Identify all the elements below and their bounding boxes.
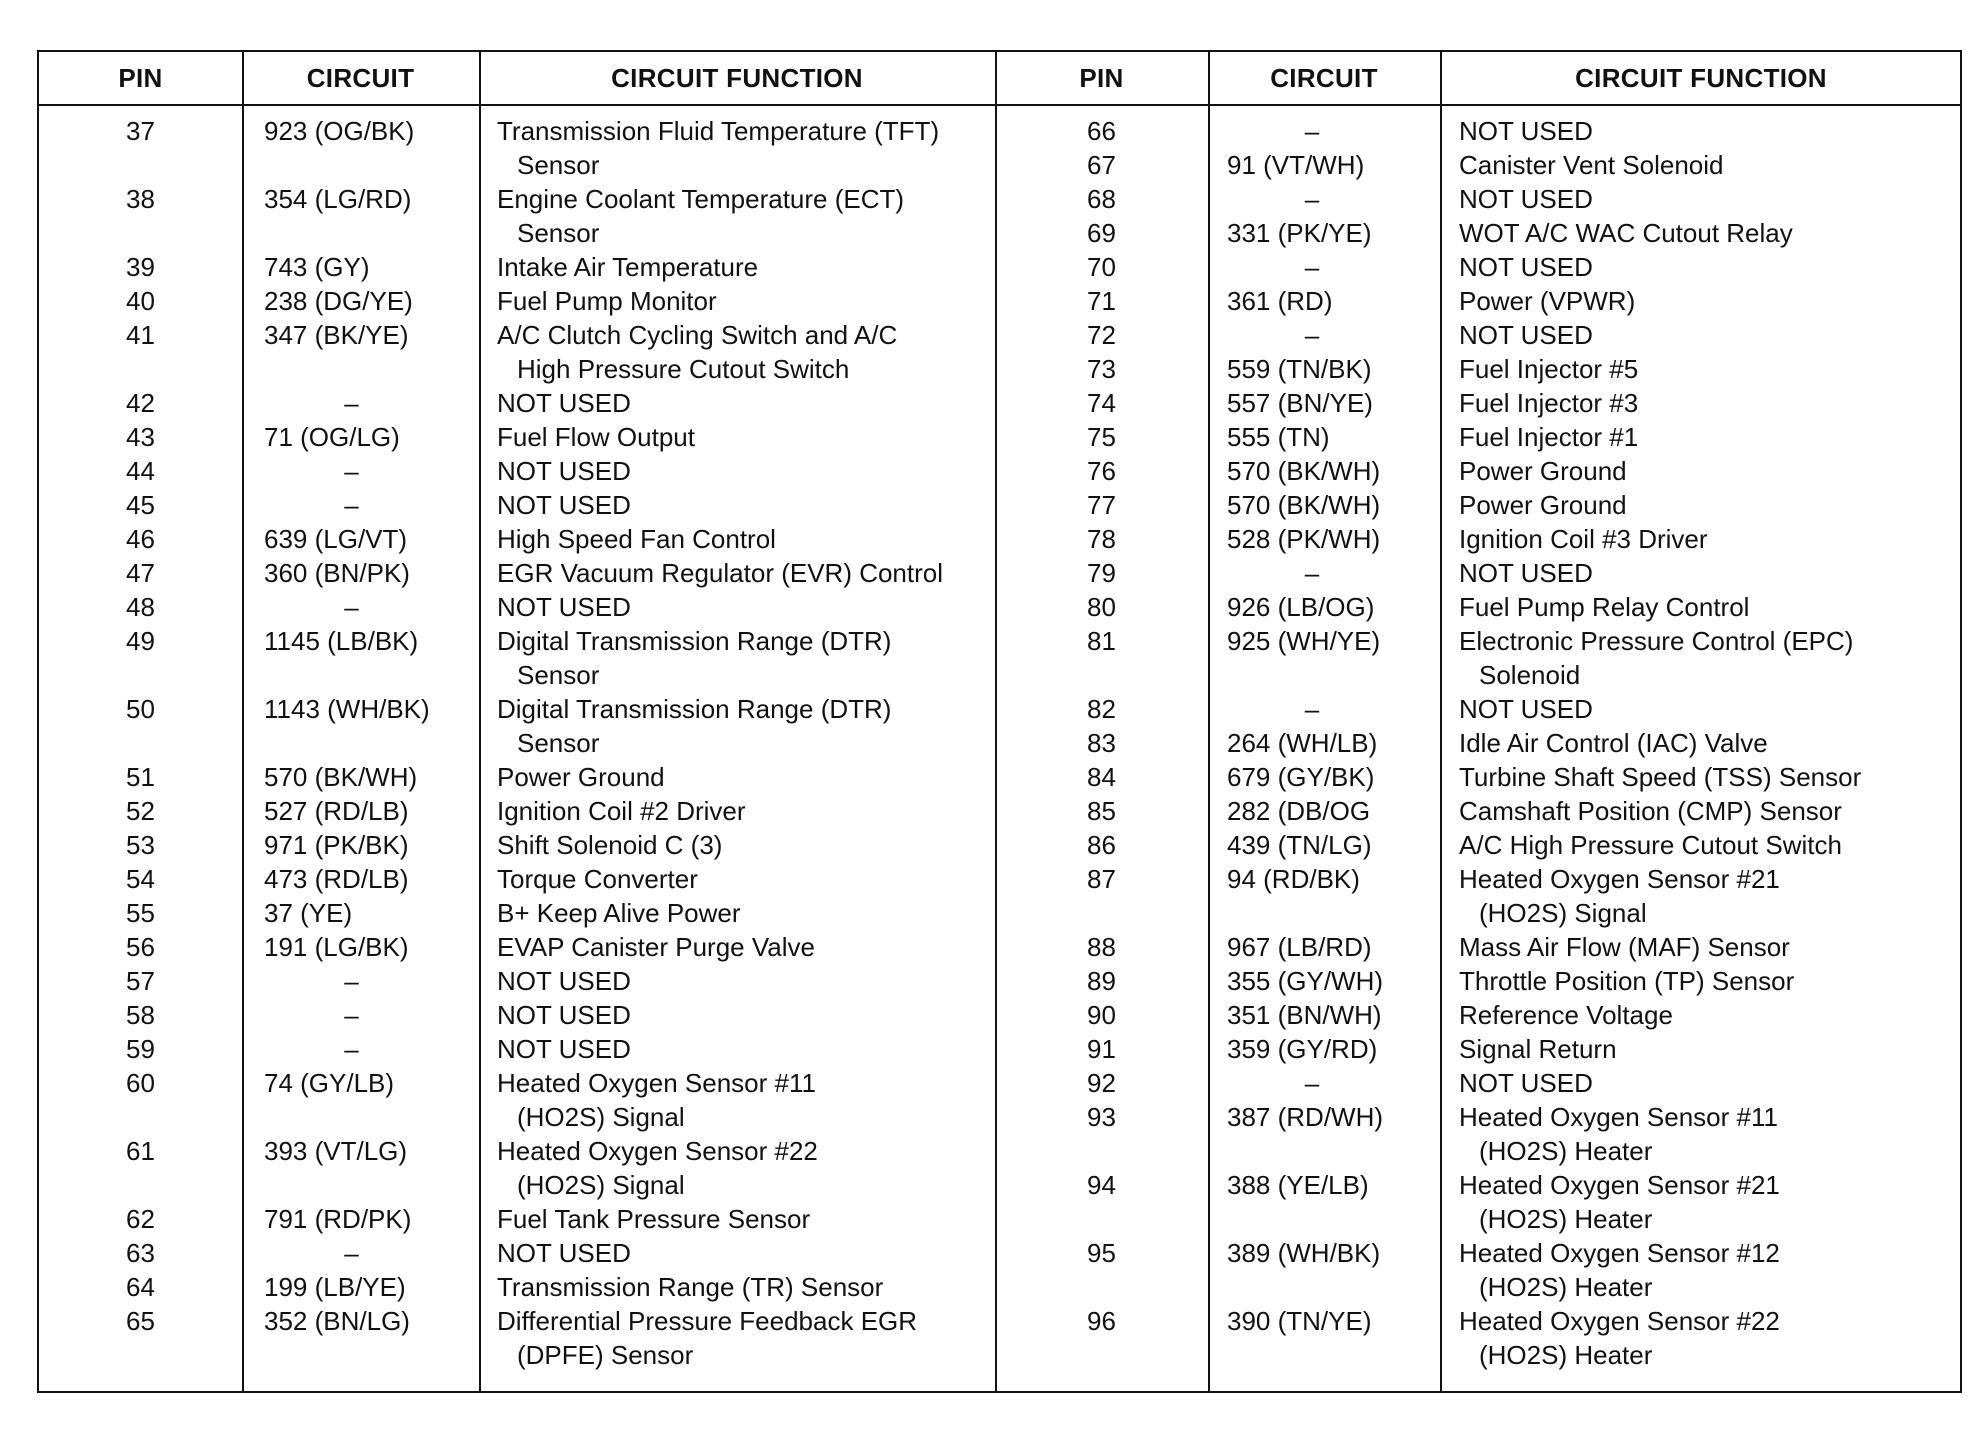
pin-number: 76 — [1087, 456, 1116, 486]
function-line: Camshaft Position (CMP) Sensor — [1459, 796, 1842, 826]
circuit-code: 191 (LG/BK) — [264, 932, 409, 962]
function-line: Intake Air Temperature — [497, 252, 759, 282]
function-line: Torque Converter — [497, 864, 698, 894]
pin-number: 48 — [126, 592, 155, 622]
pin-number: 84 — [1087, 762, 1116, 792]
circuit-code: 264 (WH/LB) — [1227, 728, 1378, 758]
pin-number: 43 — [126, 422, 155, 452]
pin-number: 57 — [126, 966, 155, 996]
circuit-code: 355 (GY/WH) — [1227, 966, 1384, 996]
circuit-code: 557 (BN/YE) — [1227, 388, 1373, 418]
pin-number: 60 — [126, 1068, 155, 1098]
function-line: Heated Oxygen Sensor #22 — [497, 1136, 818, 1166]
circuit-function — [1459, 1236, 1959, 1304]
circuit-code: 282 (DB/OG — [1227, 796, 1371, 826]
circuit-function — [1459, 182, 1959, 216]
function-line-continued: (HO2S) Heater — [1479, 1272, 1653, 1302]
circuit-code: – — [1304, 116, 1320, 146]
circuit-code: 570 (BK/WH) — [1227, 490, 1381, 520]
circuit-function — [1459, 998, 1959, 1032]
function-line: Mass Air Flow (MAF) Sensor — [1459, 932, 1790, 962]
circuit-function — [497, 862, 987, 896]
pin-number: 63 — [126, 1238, 155, 1268]
circuit-function — [1459, 930, 1959, 964]
circuit-function — [497, 1304, 987, 1372]
circuit-code: 37 (YE) — [264, 898, 353, 928]
pin-number: 64 — [126, 1272, 155, 1302]
circuit-code: 393 (VT/LG) — [264, 1136, 408, 1166]
pinout-table — [37, 50, 1962, 1393]
circuit-function — [497, 1202, 987, 1236]
pin-number: 40 — [126, 286, 155, 316]
function-line: NOT USED — [497, 388, 631, 418]
function-line-continued: (HO2S) Signal — [1479, 898, 1647, 928]
circuit-code: 352 (BN/LG) — [264, 1306, 410, 1336]
circuit-function — [1459, 624, 1959, 692]
function-line: Fuel Tank Pressure Sensor — [497, 1204, 811, 1234]
function-line-continued: (HO2S) Signal — [517, 1170, 685, 1200]
circuit-function — [497, 556, 987, 590]
circuit-function — [1459, 590, 1959, 624]
circuit-code: 359 (GY/RD) — [1227, 1034, 1378, 1064]
circuit-code: 351 (BN/WH) — [1227, 1000, 1382, 1030]
function-line-continued: High Pressure Cutout Switch — [517, 354, 850, 384]
pin-number: 67 — [1087, 150, 1116, 180]
circuit-code: 1145 (LB/BK) — [264, 626, 419, 656]
circuit-code: 199 (LB/YE) — [264, 1272, 406, 1302]
circuit-function — [1459, 760, 1959, 794]
function-line: A/C High Pressure Cutout Switch — [1459, 830, 1842, 860]
pin-number: 87 — [1087, 864, 1116, 894]
function-line: Digital Transmission Range (DTR) — [497, 626, 892, 656]
pin-number: 93 — [1087, 1102, 1116, 1132]
pin-number: 80 — [1087, 592, 1116, 622]
function-line: Heated Oxygen Sensor #21 — [1459, 864, 1780, 894]
function-line: Power Ground — [1459, 456, 1627, 486]
circuit-code: – — [1304, 320, 1320, 350]
pin-number: 96 — [1087, 1306, 1116, 1336]
header-function-left: CIRCUIT FUNCTION — [611, 63, 863, 93]
circuit-function — [1459, 488, 1959, 522]
pin-number: 95 — [1087, 1238, 1116, 1268]
circuit-code: – — [344, 456, 359, 486]
function-line-continued: Sensor — [517, 150, 600, 180]
pin-number: 46 — [126, 524, 155, 554]
circuit-function — [497, 1134, 987, 1202]
function-line: B+ Keep Alive Power — [497, 898, 741, 928]
pin-number: 49 — [126, 626, 155, 656]
function-line-continued: Sensor — [517, 218, 600, 248]
function-line-continued: Sensor — [517, 728, 600, 758]
circuit-code: 331 (PK/YE) — [1227, 218, 1372, 248]
circuit-code: – — [344, 1238, 359, 1268]
circuit-code: 389 (WH/BK) — [1227, 1238, 1381, 1268]
function-line: Power (VPWR) — [1459, 286, 1636, 316]
function-line: NOT USED — [497, 490, 631, 520]
pin-number: 77 — [1087, 490, 1116, 520]
pin-number: 62 — [126, 1204, 155, 1234]
function-line: Idle Air Control (IAC) Valve — [1459, 728, 1768, 758]
function-line: NOT USED — [1459, 1068, 1593, 1098]
circuit-function — [1459, 1100, 1959, 1168]
function-line: NOT USED — [497, 456, 631, 486]
circuit-function — [1459, 386, 1959, 420]
circuit-function — [497, 1236, 987, 1270]
circuit-function — [497, 488, 987, 522]
pin-number: 71 — [1087, 286, 1116, 316]
pin-number: 42 — [126, 388, 155, 418]
function-line-continued: (DPFE) Sensor — [517, 1340, 694, 1370]
circuit-function — [497, 828, 987, 862]
circuit-function — [497, 998, 987, 1032]
circuit-code: 238 (DG/YE) — [264, 286, 413, 316]
circuit-code: 360 (BN/PK) — [264, 558, 410, 588]
circuit-function — [497, 760, 987, 794]
circuit-function — [497, 794, 987, 828]
function-line-continued: (HO2S) Signal — [517, 1102, 685, 1132]
circuit-function — [1459, 352, 1959, 386]
circuit-code: – — [344, 490, 359, 520]
pin-number: 86 — [1087, 830, 1116, 860]
function-line: Throttle Position (TP) Sensor — [1459, 966, 1795, 996]
circuit-code: 71 (OG/LG) — [264, 422, 400, 452]
circuit-code: 923 (OG/BK) — [264, 116, 415, 146]
pin-number: 65 — [126, 1306, 155, 1336]
function-line: Heated Oxygen Sensor #11 — [1459, 1102, 1778, 1132]
circuit-code: 390 (TN/YE) — [1227, 1306, 1372, 1336]
function-line: Shift Solenoid C (3) — [497, 830, 723, 860]
circuit-function — [1459, 250, 1959, 284]
function-line: Signal Return — [1459, 1034, 1617, 1064]
pin-number: 92 — [1087, 1068, 1116, 1098]
circuit-code: 791 (RD/PK) — [264, 1204, 412, 1234]
circuit-code: 570 (BK/WH) — [264, 762, 418, 792]
function-line: NOT USED — [1459, 184, 1593, 214]
function-line: NOT USED — [1459, 116, 1593, 146]
circuit-code: – — [344, 592, 359, 622]
circuit-code: 91 (VT/WH) — [1227, 150, 1365, 180]
function-line: Heated Oxygen Sensor #11 — [497, 1068, 816, 1098]
header-pin-right: PIN — [1079, 63, 1124, 93]
circuit-function — [497, 420, 987, 454]
pin-number: 90 — [1087, 1000, 1116, 1030]
pin-number: 44 — [126, 456, 155, 486]
circuit-code: 94 (RD/BK) — [1227, 864, 1360, 894]
circuit-function — [1459, 522, 1959, 556]
circuit-code: 570 (BK/WH) — [1227, 456, 1381, 486]
circuit-code: 354 (LG/RD) — [264, 184, 412, 214]
circuit-function — [497, 318, 987, 386]
function-line: Fuel Injector #5 — [1459, 354, 1639, 384]
function-line: NOT USED — [497, 1034, 631, 1064]
header-pin-left: PIN — [118, 63, 163, 93]
pin-number: 68 — [1087, 184, 1116, 214]
function-line: Fuel Flow Output — [497, 422, 695, 452]
circuit-code: 387 (RD/WH) — [1227, 1102, 1384, 1132]
circuit-function — [1459, 794, 1959, 828]
circuit-function — [1459, 726, 1959, 760]
pin-number: 59 — [126, 1034, 155, 1064]
function-line: NOT USED — [1459, 252, 1593, 282]
pin-number: 91 — [1087, 1034, 1116, 1064]
function-line: Canister Vent Solenoid — [1459, 150, 1724, 180]
pin-number: 54 — [126, 864, 155, 894]
function-line: Power Ground — [1459, 490, 1627, 520]
pin-number: 55 — [126, 898, 155, 928]
circuit-code: 528 (PK/WH) — [1227, 524, 1381, 554]
pin-number: 89 — [1087, 966, 1116, 996]
function-line: NOT USED — [497, 966, 631, 996]
circuit-function — [1459, 964, 1959, 998]
function-line: NOT USED — [1459, 694, 1593, 724]
circuit-code: 361 (RD) — [1227, 286, 1333, 316]
circuit-code: 74 (GY/LB) — [264, 1068, 395, 1098]
circuit-function — [497, 1270, 987, 1304]
circuit-code: 473 (RD/LB) — [264, 864, 409, 894]
circuit-code: 1143 (WH/BK) — [264, 694, 430, 724]
circuit-function — [497, 250, 987, 284]
circuit-function — [1459, 454, 1959, 488]
pin-number: 75 — [1087, 422, 1116, 452]
pin-number: 37 — [126, 116, 155, 146]
function-line: Heated Oxygen Sensor #22 — [1459, 1306, 1780, 1336]
function-line: Digital Transmission Range (DTR) — [497, 694, 892, 724]
circuit-function — [1459, 420, 1959, 454]
function-line: Fuel Pump Relay Control — [1459, 592, 1750, 622]
function-line: Heated Oxygen Sensor #12 — [1459, 1238, 1780, 1268]
pin-number: 73 — [1087, 354, 1116, 384]
function-line-continued: Sensor — [517, 660, 600, 690]
circuit-code: 439 (TN/LG) — [1227, 830, 1372, 860]
circuit-function — [1459, 828, 1959, 862]
circuit-code: 559 (TN/BK) — [1227, 354, 1372, 384]
circuit-function — [1459, 318, 1959, 352]
pin-number: 72 — [1087, 320, 1116, 350]
circuit-code: 926 (LB/OG) — [1227, 592, 1375, 622]
function-line: NOT USED — [497, 1000, 631, 1030]
function-line: A/C Clutch Cycling Switch and A/C — [497, 320, 898, 350]
circuit-code: 743 (GY) — [264, 252, 370, 282]
pin-number: 94 — [1087, 1170, 1116, 1200]
pin-number: 39 — [126, 252, 155, 282]
circuit-code: 925 (WH/YE) — [1227, 626, 1381, 656]
column-divider — [242, 52, 244, 1391]
circuit-function — [1459, 692, 1959, 726]
circuit-code: 527 (RD/LB) — [264, 796, 409, 826]
function-line-continued: Solenoid — [1479, 660, 1581, 690]
function-line: Fuel Injector #1 — [1459, 422, 1639, 452]
pin-number: 41 — [126, 320, 155, 350]
circuit-function — [497, 692, 987, 760]
circuit-function — [497, 896, 987, 930]
function-line: Power Ground — [497, 762, 665, 792]
circuit-function — [1459, 114, 1959, 148]
circuit-code: – — [344, 1034, 359, 1064]
pin-number: 82 — [1087, 694, 1116, 724]
circuit-function — [497, 1032, 987, 1066]
circuit-function — [1459, 1168, 1959, 1236]
column-divider — [479, 52, 481, 1391]
pin-number: 50 — [126, 694, 155, 724]
circuit-function — [497, 114, 987, 182]
function-line: WOT A/C WAC Cutout Relay — [1459, 218, 1793, 248]
circuit-code: – — [1304, 558, 1320, 588]
circuit-code: 347 (BK/YE) — [264, 320, 409, 350]
circuit-function — [497, 624, 987, 692]
function-line: High Speed Fan Control — [497, 524, 776, 554]
pin-number: 88 — [1087, 932, 1116, 962]
circuit-code: 639 (LG/VT) — [264, 524, 408, 554]
circuit-function — [497, 964, 987, 998]
function-line-continued: (HO2S) Heater — [1479, 1340, 1653, 1370]
circuit-function — [497, 590, 987, 624]
function-line: Turbine Shaft Speed (TSS) Sensor — [1459, 762, 1862, 792]
circuit-function — [497, 454, 987, 488]
function-line: NOT USED — [497, 1238, 631, 1268]
circuit-code: – — [344, 388, 359, 418]
function-line: Electronic Pressure Control (EPC) — [1459, 626, 1854, 656]
function-line: Reference Voltage — [1459, 1000, 1673, 1030]
pin-number: 78 — [1087, 524, 1116, 554]
circuit-function — [497, 1066, 987, 1134]
pin-number: 69 — [1087, 218, 1116, 248]
function-line: Differential Pressure Feedback EGR — [497, 1306, 918, 1336]
header-circuit-right: CIRCUIT — [1270, 63, 1378, 93]
header-function-right: CIRCUIT FUNCTION — [1575, 63, 1827, 93]
circuit-function — [1459, 1066, 1959, 1100]
pin-number: 81 — [1087, 626, 1116, 656]
pin-number: 66 — [1087, 116, 1116, 146]
circuit-function — [497, 930, 987, 964]
circuit-code: 679 (GY/BK) — [1227, 762, 1375, 792]
pin-number: 74 — [1087, 388, 1116, 418]
pin-number: 85 — [1087, 796, 1116, 826]
circuit-function — [497, 182, 987, 250]
pin-number: 56 — [126, 932, 155, 962]
pin-number: 38 — [126, 184, 155, 214]
circuit-code: 971 (PK/BK) — [264, 830, 409, 860]
function-line: EVAP Canister Purge Valve — [497, 932, 815, 962]
circuit-code: – — [344, 966, 359, 996]
function-line: NOT USED — [497, 592, 631, 622]
function-line: Engine Coolant Temperature (ECT) — [497, 184, 905, 214]
pin-number: 83 — [1087, 728, 1116, 758]
circuit-code: 967 (LB/RD) — [1227, 932, 1372, 962]
function-line-continued: (HO2S) Heater — [1479, 1204, 1653, 1234]
function-line: Fuel Injector #3 — [1459, 388, 1639, 418]
column-divider — [1440, 52, 1442, 1391]
circuit-code: 388 (YE/LB) — [1227, 1170, 1369, 1200]
pin-number: 58 — [126, 1000, 155, 1030]
circuit-code: – — [344, 1000, 359, 1030]
circuit-function — [497, 284, 987, 318]
function-line-continued: (HO2S) Heater — [1479, 1136, 1653, 1166]
circuit-function — [1459, 284, 1959, 318]
circuit-code: – — [1304, 184, 1320, 214]
pin-number: 51 — [126, 762, 155, 792]
pin-number: 79 — [1087, 558, 1116, 588]
pin-number: 45 — [126, 490, 155, 520]
pin-number: 61 — [126, 1136, 155, 1166]
circuit-code: – — [1304, 252, 1320, 282]
function-line: Fuel Pump Monitor — [497, 286, 717, 316]
circuit-function — [1459, 1032, 1959, 1066]
circuit-function — [1459, 862, 1959, 930]
circuit-code: – — [1304, 1068, 1320, 1098]
function-line: Transmission Fluid Temperature (TFT) — [497, 116, 940, 146]
pin-number: 47 — [126, 558, 155, 588]
circuit-function — [1459, 1304, 1959, 1372]
function-line: Transmission Range (TR) Sensor — [497, 1272, 884, 1302]
pin-number: 70 — [1087, 252, 1116, 282]
circuit-code: – — [1304, 694, 1320, 724]
function-line: Ignition Coil #2 Driver — [497, 796, 746, 826]
circuit-function — [1459, 556, 1959, 590]
function-line: NOT USED — [1459, 320, 1593, 350]
pin-number: 52 — [126, 796, 155, 826]
circuit-function — [1459, 148, 1959, 182]
function-line: NOT USED — [1459, 558, 1593, 588]
circuit-function — [1459, 216, 1959, 250]
circuit-code: 555 (TN) — [1227, 422, 1330, 452]
function-line: EGR Vacuum Regulator (EVR) Control — [497, 558, 944, 588]
pin-number: 53 — [126, 830, 155, 860]
circuit-function — [497, 522, 987, 556]
circuit-function — [497, 386, 987, 420]
function-line: Heated Oxygen Sensor #21 — [1459, 1170, 1780, 1200]
function-line: Ignition Coil #3 Driver — [1459, 524, 1708, 554]
header-circuit-left: CIRCUIT — [306, 63, 415, 93]
header-rule — [39, 104, 1960, 106]
